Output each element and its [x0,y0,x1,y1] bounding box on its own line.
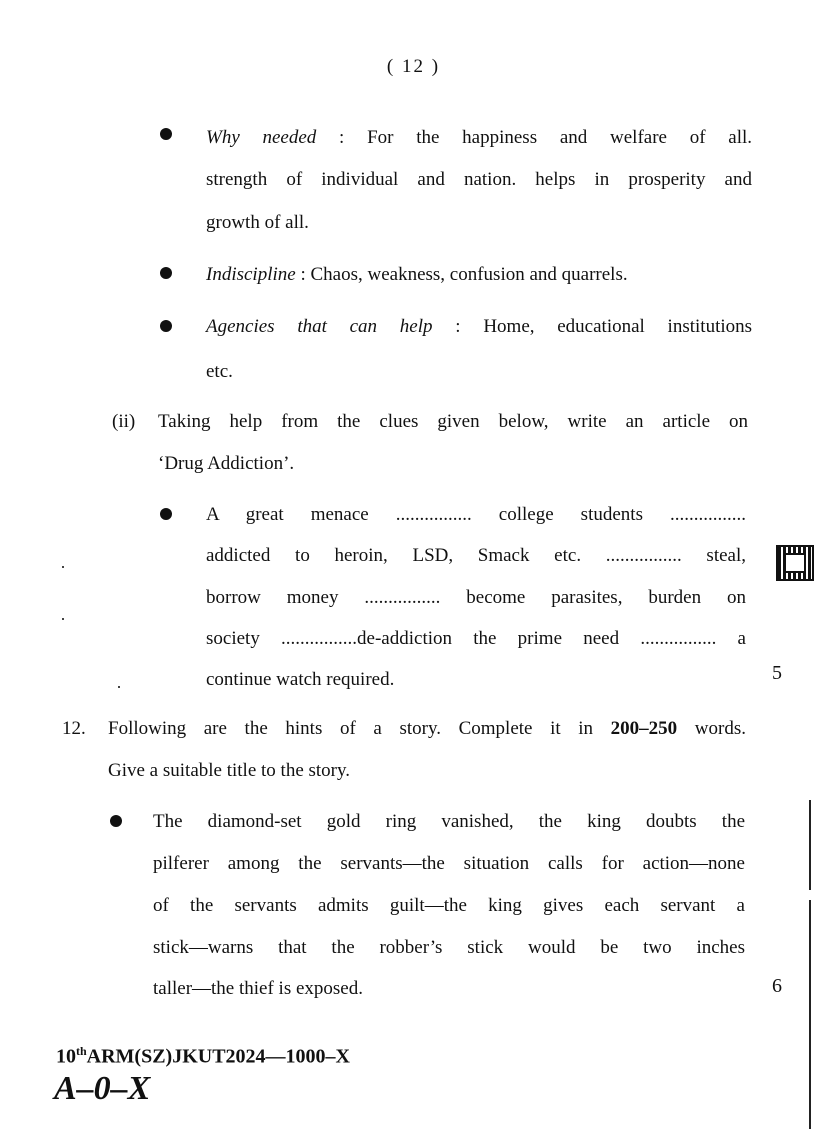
bullet-why-needed-line-3: growth of all. [206,212,309,233]
part-ii-label: (ii) [112,411,136,432]
bullet-dot [110,815,122,827]
scan-speck [118,686,120,688]
scan-edge-line [809,900,811,1129]
clue-line-3: borrow money ................ become parasites, burden on [206,587,746,608]
hint-line-5: taller—the thief is exposed. [153,978,363,999]
bullet-dot [160,267,172,279]
bullet-term: Indiscipline [206,264,296,285]
bullet-dot [160,508,172,520]
q12-line-1: Following are the hints of a story. Complete it in 200–250 words. [108,718,746,739]
set-code: A–0–X [54,1070,151,1107]
clue-line-5: continue watch required. [206,669,395,690]
bullet-why-needed-line-1: Why needed : For the happiness and welfare of all. [206,127,753,148]
hint-line-3: of the servants admits guilt—the king gives each servant a [153,895,745,916]
clue-line-1: A great menace ................ college students ................ [206,504,746,525]
bullet-indiscipline-line-1: Indiscipline : Chaos, weakness, confusion and quarrels. [206,264,628,285]
scan-speck [62,566,64,568]
q12-line-2: Give a suitable title to the story. [108,760,351,781]
page-number: ( 12 ) [386,56,441,77]
clue-line-2: addicted to heroin, LSD, Smack etc. ................ steal, [206,545,746,566]
scan-edge-line [809,800,811,890]
hint-line-1: The diamond-set gold ring vanished, the king doubts the [153,811,745,832]
q12-number: 12. [62,718,86,739]
part-ii-line-1: Taking help from the clues given below, write an article on [158,411,748,432]
bullet-dot [160,128,172,140]
bullet-dot [160,320,172,332]
hint-line-4: stick—warns that the robber’s stick would be two inches [153,937,745,958]
bullet-agencies-line-2: etc. [206,361,233,382]
paper-code: 10thARM(SZ)JKUT2024—1000–X [56,1044,351,1068]
bullet-why-needed-line-2: strength of individual and nation. helps in prosperity and [206,169,752,190]
bullet-term: Why needed [206,127,317,148]
clue-line-4: society ................de-addiction the prime need ................ a [206,628,746,649]
bullet-agencies-line-1: Agencies that can help : Home, educational institutions [206,316,753,337]
bullet-term: Agencies that can help [206,316,433,337]
scan-speck [62,618,64,620]
qr-code-icon [776,545,814,581]
hint-line-2: pilferer among the servants—the situation calls for action—none [153,853,745,874]
marks-q12: 6 [772,975,782,997]
marks-part-ii: 5 [772,662,782,684]
part-ii-line-2: ‘Drug Addiction’. [158,453,295,474]
